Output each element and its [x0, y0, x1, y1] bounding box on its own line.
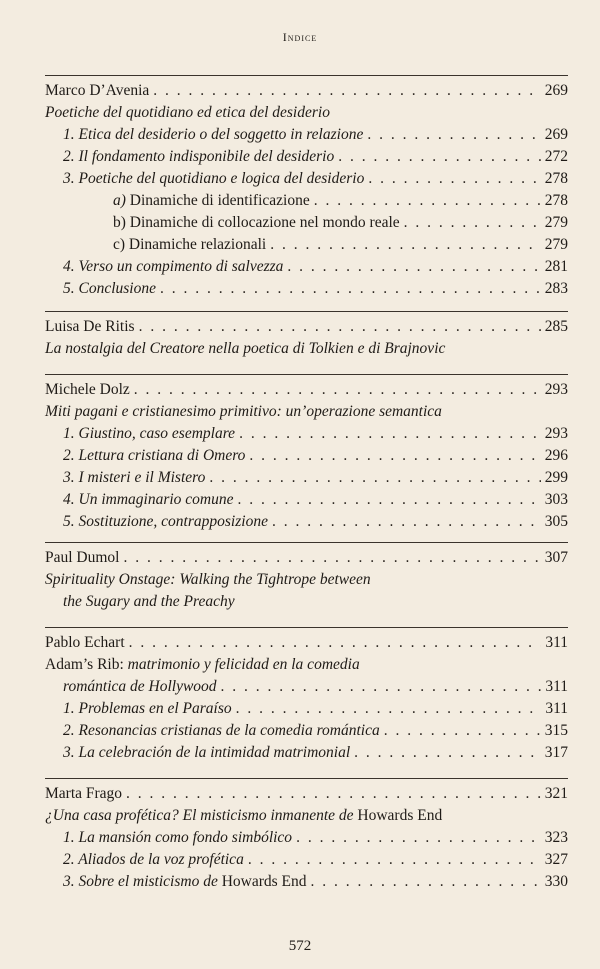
- entry-label: 3. La celebración de la intimidad matrimonial: [63, 744, 351, 761]
- essay-title: [45, 807, 442, 825]
- leader-dots: [338, 148, 541, 166]
- page-number: 293: [544, 381, 568, 398]
- toc-entry: [63, 700, 568, 718]
- page-number: 283: [544, 280, 568, 297]
- leader-dots: [160, 280, 541, 298]
- toc-entry: [63, 148, 568, 166]
- author-name: Marco D’Avenia: [45, 82, 150, 99]
- entry-label: 1. Problemas en el Paraíso: [63, 700, 232, 717]
- entry-label: 1. La mansión como fondo simbólico: [63, 829, 293, 846]
- leader-dots: [238, 491, 541, 509]
- toc-entry: [63, 425, 568, 443]
- page-number: 311: [545, 678, 568, 695]
- page-number: 269: [544, 126, 568, 143]
- author-name: Marta Frago: [45, 785, 123, 802]
- essay-title: [45, 656, 360, 674]
- entry-prefix: a): [113, 192, 126, 209]
- leader-dots: [249, 447, 540, 465]
- entry-label: [113, 192, 310, 210]
- section-divider: [45, 75, 568, 76]
- entry-label: b) Dinamiche di collocazione nel mondo reale: [113, 214, 400, 231]
- title-roman: Howards End: [357, 807, 443, 824]
- leader-dots: [221, 678, 542, 696]
- author-name: Luisa De Ritis: [45, 318, 135, 335]
- toc-subentry: [113, 214, 568, 232]
- leader-dots: [368, 170, 540, 188]
- author-row: [45, 634, 568, 652]
- entry-label: romántica de Hollywood: [63, 678, 217, 695]
- running-header: Indice: [282, 30, 318, 44]
- title-italic: matrimonio y felicidad en la comedia: [127, 656, 360, 673]
- leader-dots: [129, 634, 542, 652]
- entry-label: 1. Giustino, caso esemplare: [63, 425, 236, 442]
- leader-dots: [248, 851, 541, 869]
- page-footer-number: 572: [288, 938, 312, 954]
- leader-dots: [270, 236, 541, 254]
- essay-title: Spirituality Onstage: Walking the Tightrope between: [45, 571, 371, 588]
- toc-entry: [63, 513, 568, 531]
- leader-dots: [139, 318, 541, 336]
- leader-dots: [404, 214, 541, 232]
- page-number: 269: [544, 82, 568, 99]
- page-number: 281: [544, 258, 568, 275]
- author-name: Pablo Echart: [45, 634, 125, 651]
- leader-dots: [354, 744, 541, 762]
- page-number: 327: [544, 851, 568, 868]
- leader-dots: [239, 425, 541, 443]
- essay-title: Poetiche del quotidiano ed etica del desiderio: [45, 104, 330, 121]
- author-name: Paul Dumol: [45, 549, 120, 566]
- leader-dots: [311, 873, 541, 891]
- toc-entry: [63, 829, 568, 847]
- entry-label: 2. Resonancias cristianas de la comedia romántica: [63, 722, 380, 739]
- leader-dots: [287, 258, 540, 276]
- page-number: 315: [544, 722, 568, 739]
- title-italic: ¿Una casa profética? El misticismo inmanente de: [45, 807, 354, 824]
- leader-dots: [314, 192, 541, 210]
- page-number: 323: [544, 829, 568, 846]
- toc-entry: [63, 744, 568, 762]
- page-number: 305: [544, 513, 568, 530]
- author-row: [45, 82, 568, 100]
- author-name: Michele Dolz: [45, 381, 130, 398]
- entry-label: c) Dinamiche relazionali: [113, 236, 267, 253]
- toc-entry: [63, 447, 568, 465]
- entry-label: 4. Un immaginario comune: [63, 491, 234, 508]
- page-number: 279: [544, 236, 568, 253]
- toc-entry: [63, 469, 568, 487]
- page-number: 303: [544, 491, 568, 508]
- leader-dots: [272, 513, 541, 531]
- entry-label: 5. Conclusione: [63, 280, 156, 297]
- author-row: [45, 318, 568, 336]
- page-number: 330: [544, 873, 568, 890]
- author-row: [45, 549, 568, 567]
- toc-entry: [63, 170, 568, 188]
- page-number: 317: [544, 744, 568, 761]
- toc-entry: [63, 722, 568, 740]
- author-row: [45, 785, 568, 803]
- title-roman: Adam’s Rib:: [45, 656, 124, 673]
- page-number: 311: [545, 634, 568, 651]
- leader-dots: [367, 126, 540, 144]
- leader-dots: [209, 469, 540, 487]
- page-number: 293: [544, 425, 568, 442]
- toc-entry: [63, 258, 568, 276]
- toc-subentry: [113, 192, 568, 210]
- toc-entry: [63, 126, 568, 144]
- page-number: 272: [544, 148, 568, 165]
- leader-dots: [126, 785, 541, 803]
- essay-title-continued: the Sugary and the Preachy: [63, 593, 235, 610]
- section-divider: [45, 311, 568, 312]
- page-number: 307: [544, 549, 568, 566]
- page-number: 278: [544, 192, 568, 209]
- page-number: 278: [544, 170, 568, 187]
- essay-title: Miti pagani e cristianesimo primitivo: un’operazione semantica: [45, 403, 442, 420]
- leader-dots: [384, 722, 541, 740]
- section-divider: [45, 778, 568, 779]
- toc-entry: [63, 280, 568, 298]
- section-divider: [45, 542, 568, 543]
- entry-text: Dinamiche di identificazione: [129, 192, 310, 209]
- leader-dots: [153, 82, 540, 100]
- essay-title: La nostalgia del Creatore nella poetica di Tolkien e di Brajnovic: [45, 340, 446, 357]
- section-divider: [45, 627, 568, 628]
- entry-label: 2. Aliados de la voz profética: [63, 851, 244, 868]
- entry-label: 5. Sostituzione, contrapposizione: [63, 513, 268, 530]
- page-number: 299: [544, 469, 568, 486]
- page-number: 285: [544, 318, 568, 335]
- entry-label: 3. I misteri e il Mistero: [63, 469, 206, 486]
- entry-text: 3. Sobre el misticismo de: [63, 873, 218, 890]
- toc-entry: [63, 851, 568, 869]
- entry-roman: Howards End: [221, 873, 307, 890]
- toc-entry: [63, 873, 568, 891]
- page-number: 321: [544, 785, 568, 802]
- entry-label: [63, 873, 307, 891]
- entry-label: 2. Lettura cristiana di Omero: [63, 447, 246, 464]
- page-number: 279: [544, 214, 568, 231]
- toc-subentry: [113, 236, 568, 254]
- entry-label: 1. Etica del desiderio o del soggetto in relazione: [63, 126, 364, 143]
- leader-dots: [296, 829, 541, 847]
- essay-title-continued: [63, 678, 568, 696]
- leader-dots: [236, 700, 542, 718]
- page-number: 296: [544, 447, 568, 464]
- author-row: [45, 381, 568, 399]
- leader-dots: [134, 381, 541, 399]
- section-divider: [45, 374, 568, 375]
- toc-entry: [63, 491, 568, 509]
- page-number: 311: [545, 700, 568, 717]
- entry-label: 3. Poetiche del quotidiano e logica del desiderio: [63, 170, 365, 187]
- entry-label: 2. Il fondamento indisponibile del desiderio: [63, 148, 335, 165]
- leader-dots: [124, 549, 541, 567]
- entry-label: 4. Verso un compimento di salvezza: [63, 258, 284, 275]
